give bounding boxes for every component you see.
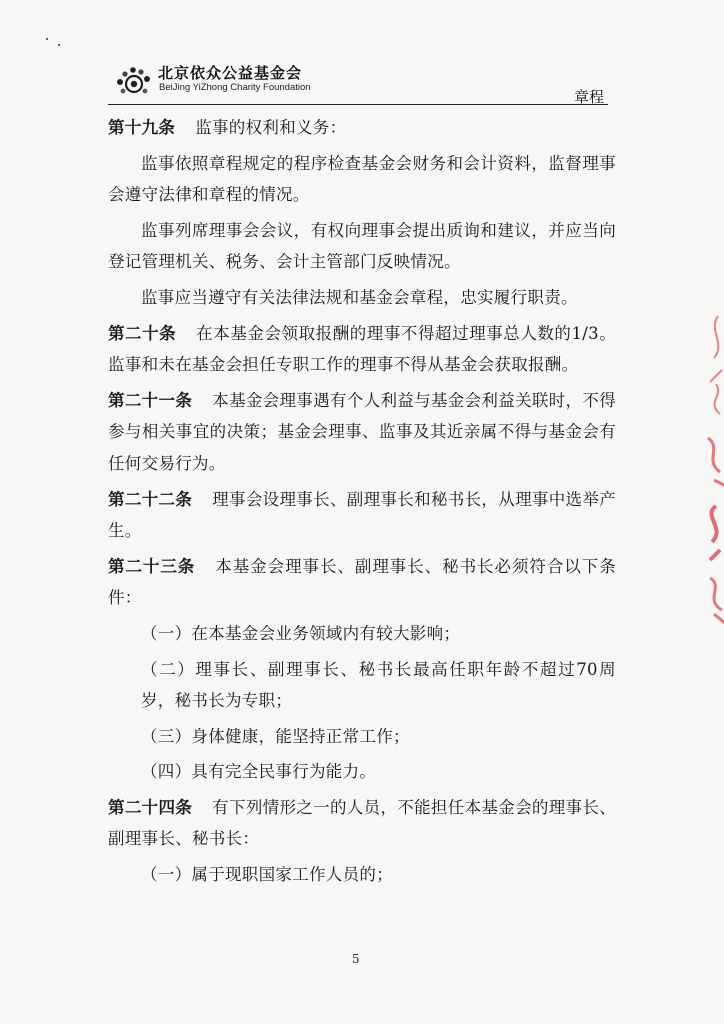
article-label: 第二十条: [108, 323, 177, 343]
article-label: 第二十四条: [108, 797, 193, 817]
article-label: 第二十一条: [108, 390, 193, 410]
article-21: [108, 385, 616, 480]
article-22: [108, 484, 616, 547]
article-text: 监事的权利和义务：: [195, 118, 347, 137]
article-label: 第二十二条: [108, 489, 193, 509]
article-label: 第二十三条: [108, 556, 196, 576]
list-item: （三）身体健康，能坚持正常工作；: [141, 726, 410, 746]
article-text: 在本基金会领取报酬的理事不得超过理事总人数的1/3。监事和未在基金会担任专职工作的理事不得从基金会获取报酬。: [108, 323, 616, 375]
document-tag: 章程: [573, 88, 604, 106]
article-24: [108, 792, 616, 855]
seal-stamp-icon: [696, 310, 724, 630]
paragraph: 监事列席理事会会议，有权向理事会提出质询和建议，并应当向登记管理机关、税务、会计主管部门反映情况。: [108, 220, 616, 272]
article-19: [108, 112, 616, 144]
list-item: （二）理事长、副理事长、秘书长最高任职年龄不超过70周岁，秘书长为专职；: [141, 659, 616, 711]
org-name-cn: 北京依众公益基金会: [158, 64, 303, 82]
article-label: 第十九条: [108, 118, 176, 137]
article-text: 理事会设理事长、副理事长和秘书长，从理事中选举产生。: [108, 489, 617, 541]
letterhead: [112, 60, 612, 106]
list-item: （四）具有完全民事行为能力。: [141, 762, 377, 782]
org-name-en: BeiJing YiZhong Charity Foundation: [159, 82, 311, 93]
article-23: [108, 551, 616, 614]
paragraph: 监事应当遵守有关法律法规和基金会章程，忠实履行职责。: [141, 287, 578, 307]
document-body: [108, 112, 616, 895]
article-text: 本基金会理事长、副理事长、秘书长必须符合以下条件：: [108, 556, 617, 608]
list-item: （一）属于现职国家工作人员的；: [141, 865, 393, 885]
article-text: 本基金会理事遇有个人利益与基金会利益关联时，不得参与相关事宜的决策；基金会理事、监事及其近亲属不得与基金会有任何交易行为。: [108, 390, 617, 473]
paragraph: 监事依照章程规定的程序检查基金会财务和会计资料，监督理事会遵守法律和章程的情况。: [108, 153, 616, 205]
list-item: （一）在本基金会业务领域内有较大影响；: [141, 623, 461, 643]
article-20: [108, 318, 616, 381]
header-rule: [108, 104, 608, 105]
page-number: 5: [352, 952, 360, 966]
foundation-logo-icon: [112, 60, 156, 100]
article-text: 有下列情形之一的人员，不能担任本基金会的理事长、副理事长、秘书长：: [108, 797, 617, 849]
